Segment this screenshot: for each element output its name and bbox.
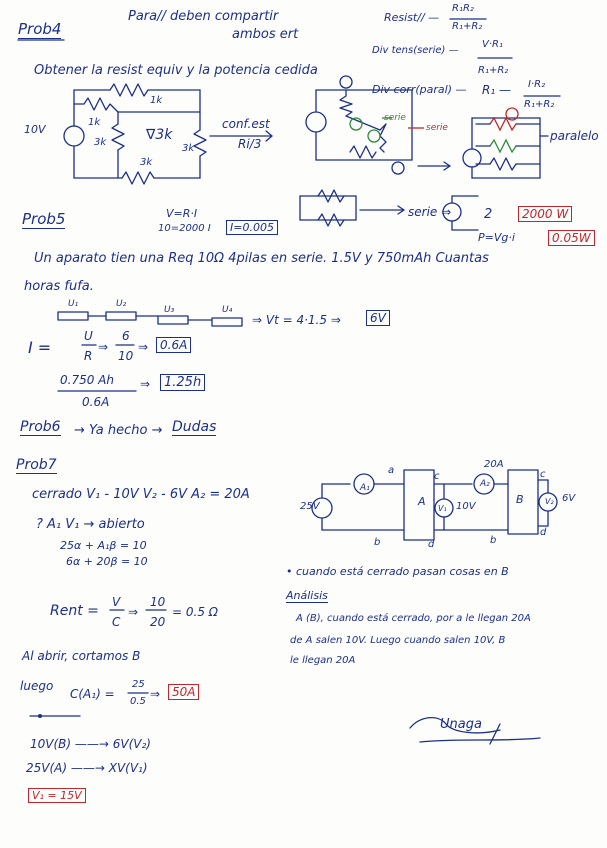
prob7-analisis-3: le llegan 20A [290, 655, 356, 666]
prob4-voltage: 10V [24, 123, 46, 136]
div-tens-den: R₁+R₂ [478, 65, 509, 76]
node-circle-1 [340, 76, 352, 88]
prob5-u1: U₁ [68, 299, 79, 309]
prob4-conf-est: conf.est [222, 117, 270, 131]
prob4-serie-green: serie [384, 113, 406, 123]
prob4-r-3k-right: 3k [182, 143, 195, 154]
prob7-ca1-den: 0.5 [130, 696, 146, 707]
prob6-text: → Ya hecho → [74, 423, 163, 438]
prob4-title: Prob4 [18, 20, 62, 38]
prob5-i-arrow: ⇒ [98, 340, 109, 354]
prob4-r-equal: 2 [484, 207, 493, 222]
prob5-vt: ⇒ Vt = 4·1.5 ⇒ [252, 313, 341, 327]
prob7-circuit-20a: 20A [484, 459, 504, 470]
prob7-ca1-arrow: ⇒ [150, 687, 161, 701]
prob5-u4: U₄ [222, 305, 233, 315]
prob7-circuit-10v: 10V [456, 501, 476, 512]
prob4-circuit-small [300, 190, 478, 230]
prob7-circuit-box-a: A [418, 495, 426, 508]
voltage-source-icon-4 [443, 203, 461, 221]
prob6-title: Prob6 [20, 419, 61, 435]
prob4-circuit-left [64, 84, 206, 184]
prob5-title: Prob5 [22, 210, 66, 228]
prob7-circuit-b2: b [490, 535, 497, 546]
prob7-analisis-1: A (B), cuando está cerrado, por a le llegan 20A [296, 613, 531, 624]
component-box-b [508, 470, 538, 534]
prob7-circuit [312, 470, 557, 540]
prob7-circuit-6v: 6V [562, 493, 576, 504]
prob5-i-result: 0.6A [156, 337, 191, 353]
prob7-ca1: C(A₁) = [70, 687, 115, 701]
prob4-statement: Obtener la resist equiv y la potencia cedida [34, 63, 318, 78]
prob4-serie-red: serie [426, 123, 448, 133]
prob7-rent-den: C [112, 615, 121, 629]
div-tens-num: V·R₁ [482, 39, 503, 50]
prob7-rent-num: V [112, 595, 121, 609]
signature-flourish [410, 718, 540, 744]
prob4-r-3k-bottom: 3k [140, 157, 153, 168]
prob4-ri3: Ri/3 [238, 137, 262, 151]
prob7-rent-result: = 0.5 Ω [172, 605, 218, 619]
prob5-formula: V=R·I [166, 207, 198, 220]
prob5-i-num: U [84, 329, 93, 343]
signature: Unaga [440, 717, 482, 732]
prob5-statement-2: horas fufa. [24, 279, 94, 294]
prob7-circuit-b1: b [374, 537, 381, 548]
prob7-ca1-result: 50A [168, 684, 199, 700]
prob4-circuit-right [463, 108, 548, 178]
voltmeter-v1-icon [435, 499, 453, 517]
prob7-note: • cuando está cerrado pasan cosas en B [286, 565, 509, 578]
prob7-abrir: Al abrir, cortamos B [22, 649, 141, 663]
prob7-circuit-v1: V₁ [438, 504, 447, 513]
prob5-i-den: R [84, 349, 93, 363]
prob5-statement-1: Un aparato tien una Req 10Ω 4pilas en serie. 1.5V y 750mAh Cuantas [34, 251, 489, 266]
prob7-eq2: 6α + 20β = 10 [66, 555, 148, 568]
div-corr-r: R₁ — [482, 83, 511, 97]
battery-1 [58, 312, 88, 320]
ammeter-a1-icon [354, 474, 374, 494]
prob7-rent-arrow: ⇒ [128, 605, 139, 619]
prob5-h-result: 1.25h [160, 374, 205, 391]
prob7-analisis-title: Análisis [286, 589, 328, 602]
voltage-source-25v-icon [312, 498, 332, 518]
para-note-line1: Para// deben compartir [128, 9, 279, 24]
prob7-circuit-v2: V₂ [545, 497, 554, 506]
prob5-h-den: 0.6A [82, 395, 110, 409]
prob4-serie-arrow: serie ⇒ [408, 205, 452, 219]
ammeter-a2-icon [474, 474, 494, 494]
prob5-h-arrow: ⇒ [140, 377, 151, 391]
prob7-separator-dot [38, 714, 42, 718]
component-box-a [404, 470, 434, 540]
prob7-analisis-2: de A salen 10V. Luego cuando salen 10V, B [290, 635, 506, 646]
prob4-circuit-middle [306, 76, 424, 174]
div-corr-num: I·R₂ [528, 79, 546, 90]
prob7-eq1: 25α + A₁β = 10 [60, 539, 147, 552]
prob4-r-3k-left: 3k [94, 137, 107, 148]
prob7-circuit-c2: c [540, 469, 546, 480]
prob5-h-num: 0.750 Ah [60, 373, 114, 387]
prob5-result-i: I=0.005 [226, 220, 278, 235]
prob5-i-arrow2: ⇒ [138, 340, 149, 354]
prob7-circuit-a2: A₂ [480, 479, 490, 489]
voltage-source-icon [64, 126, 84, 146]
node-circle-bottom [392, 162, 404, 174]
prob5-i-formula: I = [28, 338, 52, 357]
prob7-luego: luego [20, 679, 54, 693]
prob5-u3: U₃ [164, 305, 175, 315]
prob7-rent-den2: 20 [150, 615, 166, 629]
prob5-i-den2: 10 [118, 349, 134, 363]
voltmeter-v2-icon [539, 493, 557, 511]
prob4-paralelo: paralelo [550, 129, 599, 143]
prob7-circuit-a1: A₁ [360, 483, 370, 493]
prob4-result-power: 0.05W [548, 230, 595, 246]
prob7-ca1-num: 25 [132, 679, 145, 690]
battery-2 [106, 312, 136, 320]
prob7-rent-num2: 10 [150, 595, 166, 609]
prob5-u2: U₂ [116, 299, 127, 309]
prob7-line-25v: 25V(A) ——→ XV(V₁) [26, 761, 148, 775]
battery-3 [158, 316, 188, 324]
div-corr-label: Div corr(paral) — [372, 83, 467, 96]
prob7-circuit-a: a [388, 465, 395, 476]
prob7-title: Prob7 [16, 457, 57, 473]
prob4-r-1k-top: 1k [150, 95, 163, 106]
resist-parallel-num: R₁R₂ [452, 3, 474, 14]
para-note-line2: ambos ert [232, 27, 299, 42]
battery-4 [212, 318, 242, 326]
div-corr-den: R₁+R₂ [524, 99, 555, 110]
prob5-i-num2: 6 [122, 329, 130, 343]
voltage-source-icon-2 [306, 112, 326, 132]
div-tens-label: Div tens(serie) — [372, 45, 459, 56]
prob4-delta: ∇3k [146, 127, 173, 143]
prob7-cerrado: cerrado V₁ - 10V V₂ - 6V A₂ = 20A [32, 487, 250, 502]
prob6-dudas: Dudas [172, 419, 217, 435]
resist-parallel-label: Resist// — [384, 11, 440, 24]
prob4-r-1k-left: 1k [88, 117, 101, 128]
prob5-battery-chain [58, 312, 242, 326]
prob7-circuit-c1: c [434, 471, 440, 482]
prob5-vt-result: 6V [366, 310, 390, 326]
prob7-circuit-d2: d [540, 527, 547, 538]
prob7-circuit-d1: d [428, 539, 435, 550]
prob7-final: V₁ = 15V [28, 788, 86, 803]
prob4-result-resist: 2000 W [518, 206, 572, 222]
prob5-calc: 10=2000 I [158, 223, 211, 234]
resist-parallel-den: R₁+R₂ [452, 21, 483, 32]
prob4-power-label: P=Vg·i [478, 231, 515, 244]
prob7-rent: Rent = [50, 603, 99, 619]
node-circle-green-2 [368, 130, 380, 142]
prob7-line-10v: 10V(B) ——→ 6V(V₂) [30, 737, 151, 751]
prob7-circuit-box-b: B [516, 493, 524, 506]
prob7-circuit-25v: 25V [300, 501, 320, 512]
prob7-question: ? A₁ V₁ → abierto [36, 517, 145, 532]
